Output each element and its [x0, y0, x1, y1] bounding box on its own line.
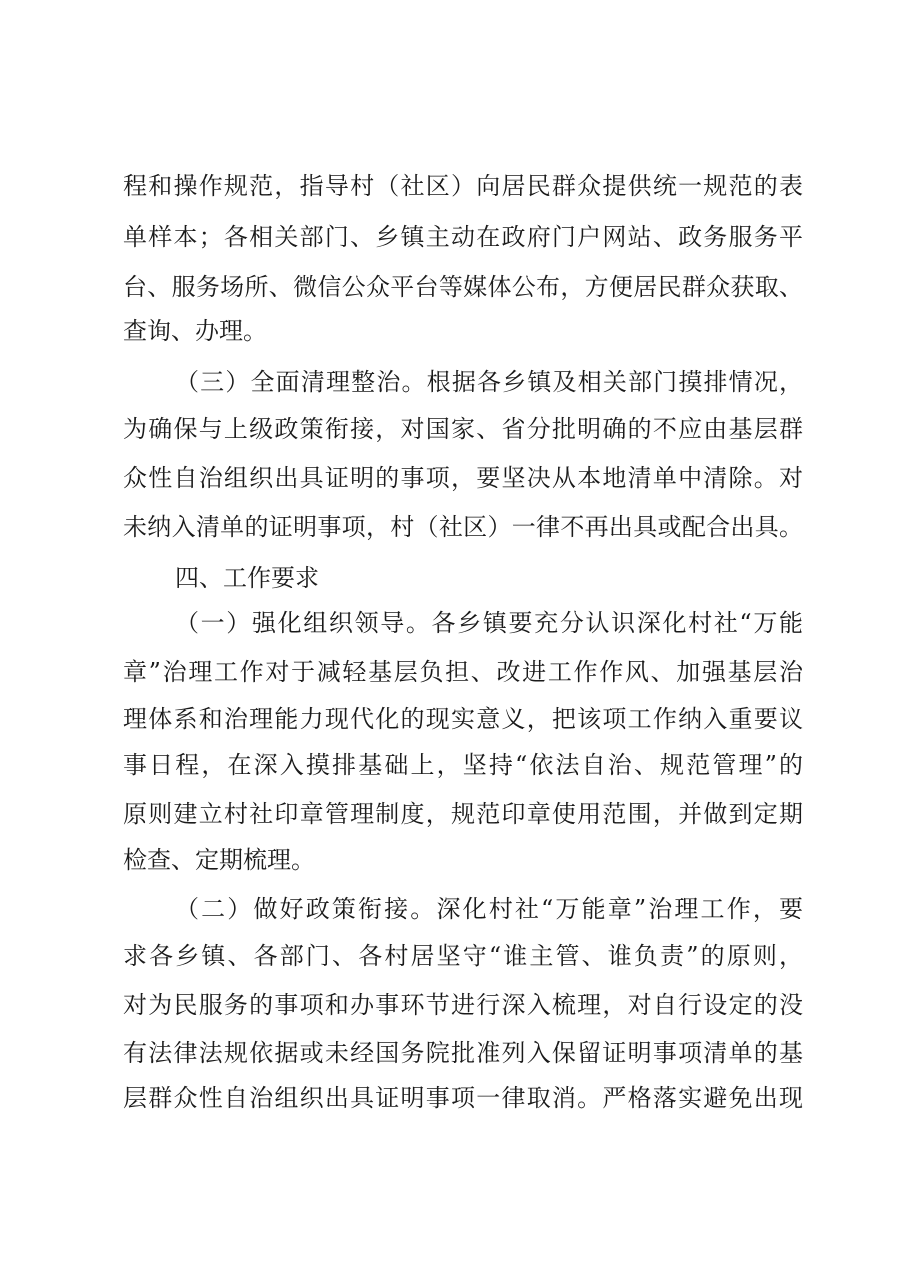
paragraph-line: 层群众性自治组织出具证明事项一律取消。严格落实避免出现 — [123, 1084, 803, 1112]
paragraph-line: 程和操作规范，指导村（社区）向居民群众提供统一规范的表 — [123, 172, 803, 200]
paragraph-line: 理体系和治理能力现代化的现实意义，把该项工作纳入重要议 — [123, 705, 803, 733]
section-heading-line: （一）强化组织领导。各乡镇要充分认识深化村社“万能 — [175, 609, 803, 637]
paragraph-line: 单样本；各相关部门、乡镇主动在政府门户网站、政务服务平 — [123, 223, 803, 251]
paragraph-line: 原则建立村社印章管理制度，规范印章使用范围，并做到定期 — [123, 800, 803, 828]
paragraph-line: 众性自治组织出具证明的事项，要坚决从本地清单中清除。对 — [123, 464, 803, 492]
paragraph-line: 求各乡镇、各部门、各村居坚守“谁主管、谁负责”的原则， — [123, 942, 803, 970]
paragraph-line: 查询、办理。 — [123, 317, 267, 345]
paragraph-line: 有法律法规依据或未经国务院批准列入保留证明事项清单的基 — [123, 1039, 803, 1067]
paragraph-line: 检查、定期梳理。 — [123, 846, 315, 874]
paragraph-line: 台、服务场所、微信公众平台等媒体公布，方便居民群众获取、 — [123, 273, 803, 301]
paragraph-line: 事日程，在深入摸排基础上，坚持“依法自治、规范管理”的 — [123, 751, 803, 779]
paragraph-line: 对为民服务的事项和办事环节进行深入梳理，对自行设定的没 — [123, 991, 803, 1019]
paragraph-line: 为确保与上级政策衔接，对国家、省分批明确的不应由基层群 — [123, 415, 803, 443]
section-heading-line: （二）做好政策衔接。深化村社“万能章”治理工作，要 — [175, 895, 803, 923]
paragraph-line: 章”治理工作对于减轻基层负担、改进工作作风、加强基层治 — [123, 658, 803, 686]
paragraph-line: 未纳入清单的证明事项，村（社区）一律不再出具或配合出具。 — [123, 513, 803, 541]
section-heading-line: （三）全面清理整治。根据各乡镇及相关部门摸排情况， — [175, 368, 803, 396]
section-title: 四、工作要求 — [175, 564, 319, 592]
